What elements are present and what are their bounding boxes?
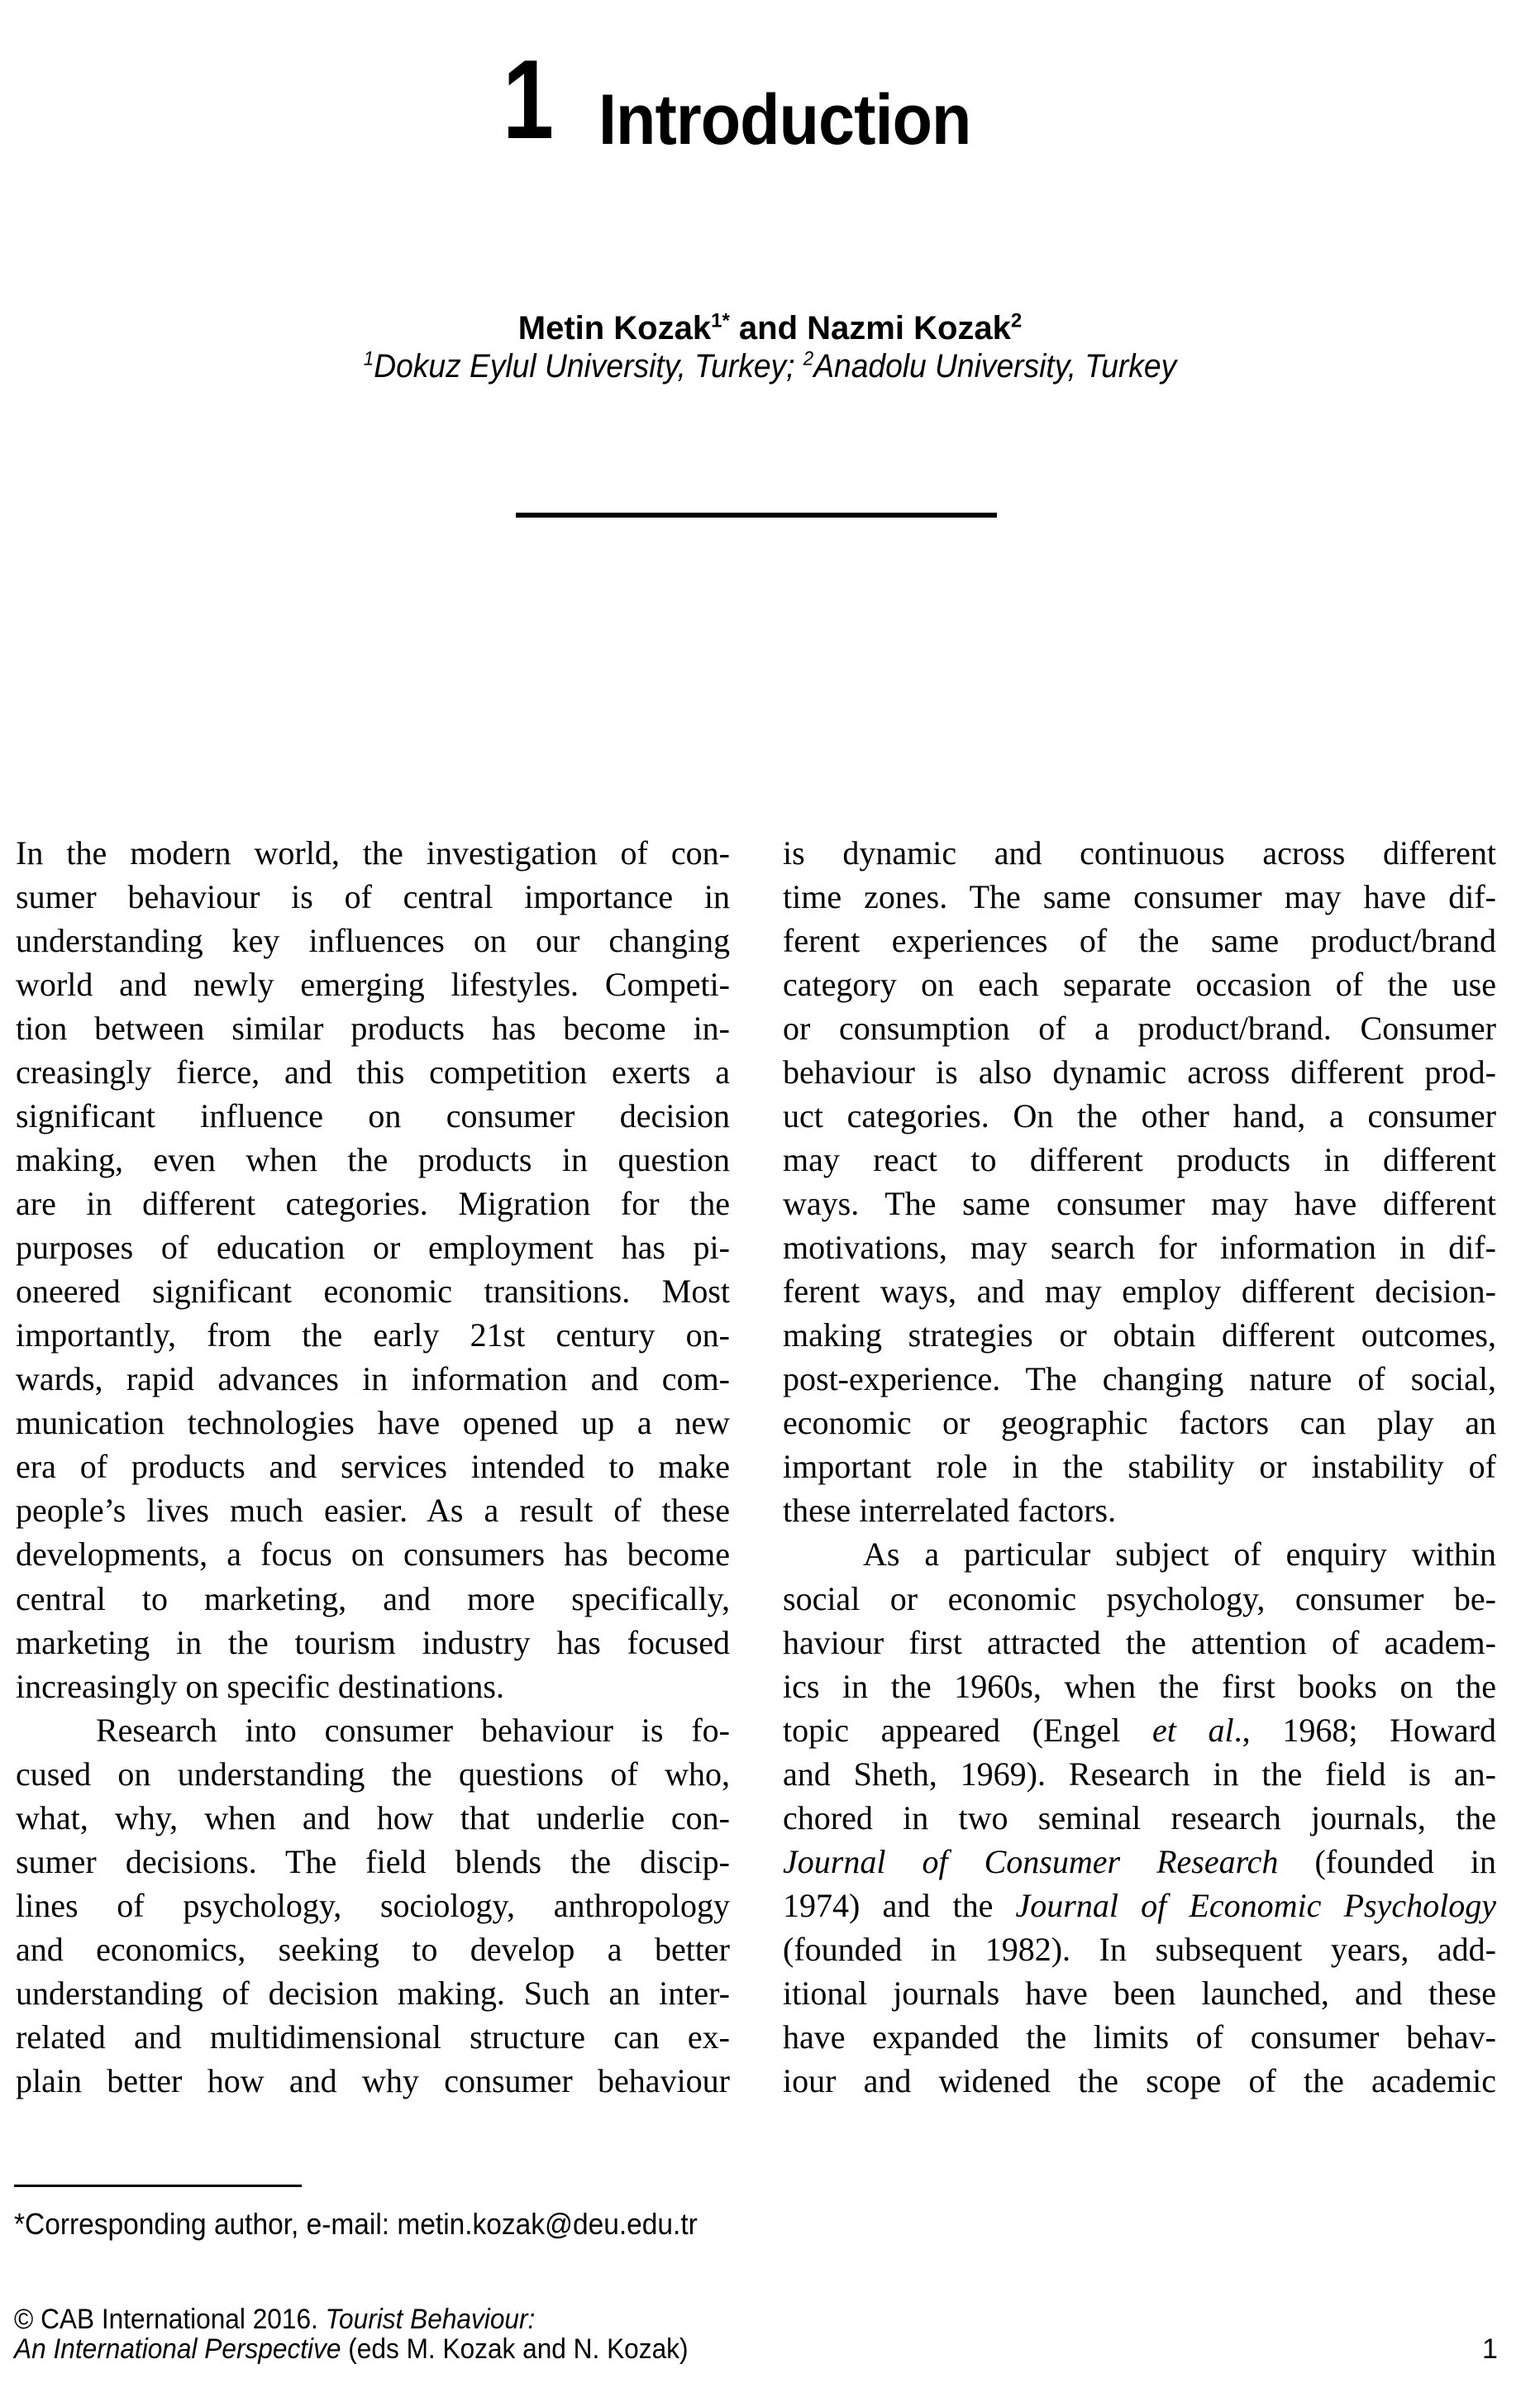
body-text-line: making strategies or obtain different outcomes, (783, 1316, 1496, 1354)
book-subtitle: An International Perspective (14, 2333, 341, 2365)
book-title: Tourist Behaviour: (325, 2304, 536, 2335)
body-text-line: lines of psychology, sociology, anthropology (16, 1887, 730, 1924)
chapter-title: Introduction (598, 80, 971, 160)
author-connector: and (729, 310, 808, 346)
body-text-line: ways. The same consumer may have different (783, 1185, 1496, 1222)
body-text-line: post-experience. The changing nature of social, (783, 1360, 1496, 1397)
body-text-line: is dynamic and continuous across different (783, 834, 1496, 872)
body-text-line: sumer decisions. The field blends the discip- (16, 1843, 730, 1880)
body-text-line (783, 1708, 1496, 1752)
body-text-line: what, why, when and how that underlie con- (16, 1799, 730, 1836)
text-span: ., 1968; Howard (1233, 1712, 1497, 1749)
body-text-line: tion between similar products has become in- (16, 1010, 730, 1047)
copyright-text: © CAB International 2016. (14, 2304, 326, 2335)
author-name: Metin Kozak (517, 310, 712, 346)
page-number: 1 (1482, 2333, 1498, 2365)
body-text-line: haviour first attracted the attention of academ- (783, 1624, 1496, 1661)
body-text-line: people’s lives much easier. As a result of these (16, 1492, 730, 1529)
body-text-line: ics in the 1960s, when the first books on the (783, 1668, 1496, 1705)
body-text-line: sumer behaviour is of central importance in (16, 878, 730, 915)
body-text-line: wards, rapid advances in information and com- (16, 1360, 730, 1397)
body-text-line: time zones. The same consumer may have dif- (783, 878, 1496, 915)
body-text-line: behaviour is also dynamic across different prod- (783, 1053, 1496, 1091)
body-text-line: category on each separate occasion of the use (783, 966, 1496, 1003)
text-span: 1974) and the (783, 1887, 1016, 1924)
body-text-line: economic or geographic factors can play an (783, 1404, 1496, 1441)
body-text-line: motivations, may search for information in dif- (783, 1229, 1496, 1266)
chapter-number: 1 (503, 36, 555, 162)
body-text-line: cused on understanding the questions of who, (16, 1755, 730, 1793)
footnote: *Corresponding author, e-mail: metin.kozak@deu.edu.tr (14, 2207, 698, 2241)
body-text-line: may react to different products in different (783, 1141, 1496, 1178)
author-affiliation-mark: 1* (711, 309, 730, 332)
book-editors: (eds M. Kozak and N. Kozak) (341, 2333, 689, 2365)
affiliation-mark: 2 (803, 347, 814, 370)
body-text-line: central to marketing, and more specifically, (16, 1580, 730, 1617)
affiliation: Anadolu University, Turkey (813, 348, 1177, 384)
text-span: (founded in (1278, 1843, 1497, 1880)
body-text-line: itional journals have been launched, and these (783, 1975, 1496, 2012)
body-text-line: related and multidimensional structure can ex- (16, 2018, 730, 2056)
body-text-line: are in different categories. Migration for the (16, 1185, 730, 1222)
body-text-line: world and newly emerging lifestyles. Competi- (16, 966, 730, 1003)
italic-text: Journal of Economic Psychology (1015, 1887, 1496, 1924)
body-text-line: developments, a focus on consumers has become (16, 1535, 730, 1573)
body-text-line: or consumption of a product/brand. Consumer (783, 1010, 1496, 1047)
body-text-line: these interrelated factors. (783, 1492, 1117, 1529)
body-text-line: (founded in 1982). In subsequent years, add- (783, 1931, 1496, 1968)
body-text-line: understanding of decision making. Such an inter- (16, 1975, 730, 2012)
body-text-line: creasingly fierce, and this competition exerts a (16, 1053, 730, 1091)
body-text-line: and economics, seeking to develop a better (16, 1931, 730, 1968)
body-text-line: have expanded the limits of consumer behav- (783, 2018, 1496, 2056)
body-text-line: ferent experiences of the same product/brand (783, 922, 1496, 959)
body-text-line: iour and widened the scope of the academic (783, 2062, 1496, 2099)
body-text-line: purposes of education or employment has pi- (16, 1229, 730, 1266)
affiliation-mark: 1 (363, 347, 374, 370)
body-text-line: oneered significant economic transitions. Most (16, 1273, 730, 1310)
body-text-line: making, even when the products in question (16, 1141, 730, 1178)
body-text-line: uct categories. On the other hand, a consumer (783, 1097, 1496, 1134)
body-text-line: chored in two seminal research journals, the (783, 1799, 1496, 1836)
body-text-line: increasingly on specific destinations. (16, 1668, 504, 1705)
body-text-line: social or economic psychology, consumer be- (783, 1580, 1496, 1617)
affiliation: Dokuz Eylul University, Turkey; (374, 348, 803, 384)
italic-text: Journal of Consumer Research (783, 1843, 1279, 1880)
body-text-line: era of products and services intended to make (16, 1448, 730, 1485)
italic-text: et al (1152, 1712, 1234, 1749)
body-text-line: important role in the stability or instability of (783, 1448, 1496, 1485)
author-name: Nazmi Kozak (807, 310, 1011, 346)
body-text-line: understanding key influences on our changing (16, 922, 730, 959)
body-text-line: marketing in the tourism industry has focused (16, 1624, 730, 1661)
body-text-line (783, 1884, 1496, 1927)
body-text-line: significant influence on consumer decision (16, 1097, 730, 1134)
body-text-line (783, 1840, 1496, 1884)
body-text-line: Research into consumer behaviour is fo- (96, 1712, 730, 1749)
body-text-line: importantly, from the early 21st century on- (16, 1316, 730, 1354)
body-text-line: plain better how and why consumer behaviour (16, 2062, 730, 2099)
body-text-line: ferent ways, and may employ different decision- (783, 1273, 1496, 1310)
body-text-line: In the modern world, the investigation of con- (16, 834, 730, 872)
author-line (0, 309, 1540, 347)
book-citation-line (14, 2333, 689, 2365)
body-text-line: munication technologies have opened up a new (16, 1404, 730, 1441)
body-text-line: and Sheth, 1969). Research in the field is an- (783, 1755, 1496, 1793)
copyright-line (14, 2304, 535, 2335)
affiliation-line (54, 347, 1486, 385)
author-affiliation-mark: 2 (1010, 309, 1023, 332)
body-text-line: As a particular subject of enquiry within (863, 1535, 1496, 1573)
title-divider (516, 513, 997, 518)
footnote-divider (14, 2185, 302, 2187)
text-span: topic appeared (Engel (783, 1712, 1152, 1749)
